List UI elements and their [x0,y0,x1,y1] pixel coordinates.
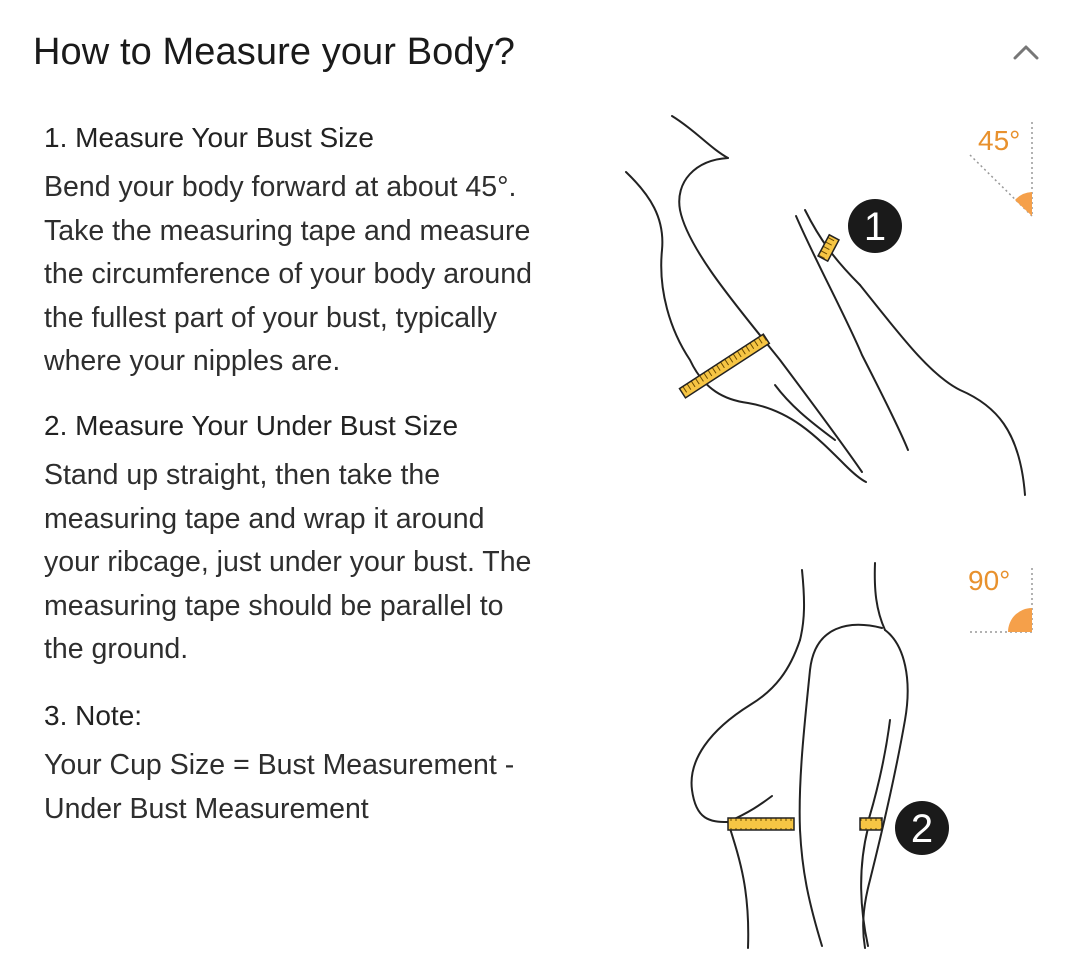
figure-bending-forward [626,116,1025,495]
step-title: 1. Measure Your Bust Size [44,122,374,153]
collapse-button[interactable] [1005,34,1047,72]
figure-standing [692,563,908,948]
step-title: 3. Note: [44,700,143,731]
svg-text:1: 1 [863,205,887,249]
step-bust-size [44,118,604,384]
step-description: Your Cup Size = Bust Measurement - Under Bust Measurement [44,749,515,825]
svg-text:45°: 45° [978,125,1021,156]
measurement-illustration [600,100,1080,960]
svg-text:2: 2 [910,807,934,851]
body-figure-illustration [600,100,1080,960]
step-1-badge [848,199,902,253]
page-title: How to Measure your Body? [33,31,515,73]
angle-90-indicator [968,565,1032,632]
step-description: Stand up straight, then take the measuring tape and wrap it around your ribcage, just under your bust. The measuring tape should be parallel to the ground. [44,459,532,665]
angle-45-indicator [970,122,1032,216]
step-note [44,696,604,831]
measuring-tape-under-bust [728,818,882,830]
svg-text:90°: 90° [968,565,1011,596]
section-header [0,0,1080,100]
step-2-badge [895,801,949,855]
step-under-bust-size [44,406,604,672]
step-title: 2. Measure Your Under Bust Size [44,410,459,441]
step-description: Bend your body forward at about 45°. Take the measuring tape and measure the circumference of your body around the fullest part of your bust, typically where your nipples are. [44,171,532,377]
chevron-up-icon [1005,34,1047,72]
